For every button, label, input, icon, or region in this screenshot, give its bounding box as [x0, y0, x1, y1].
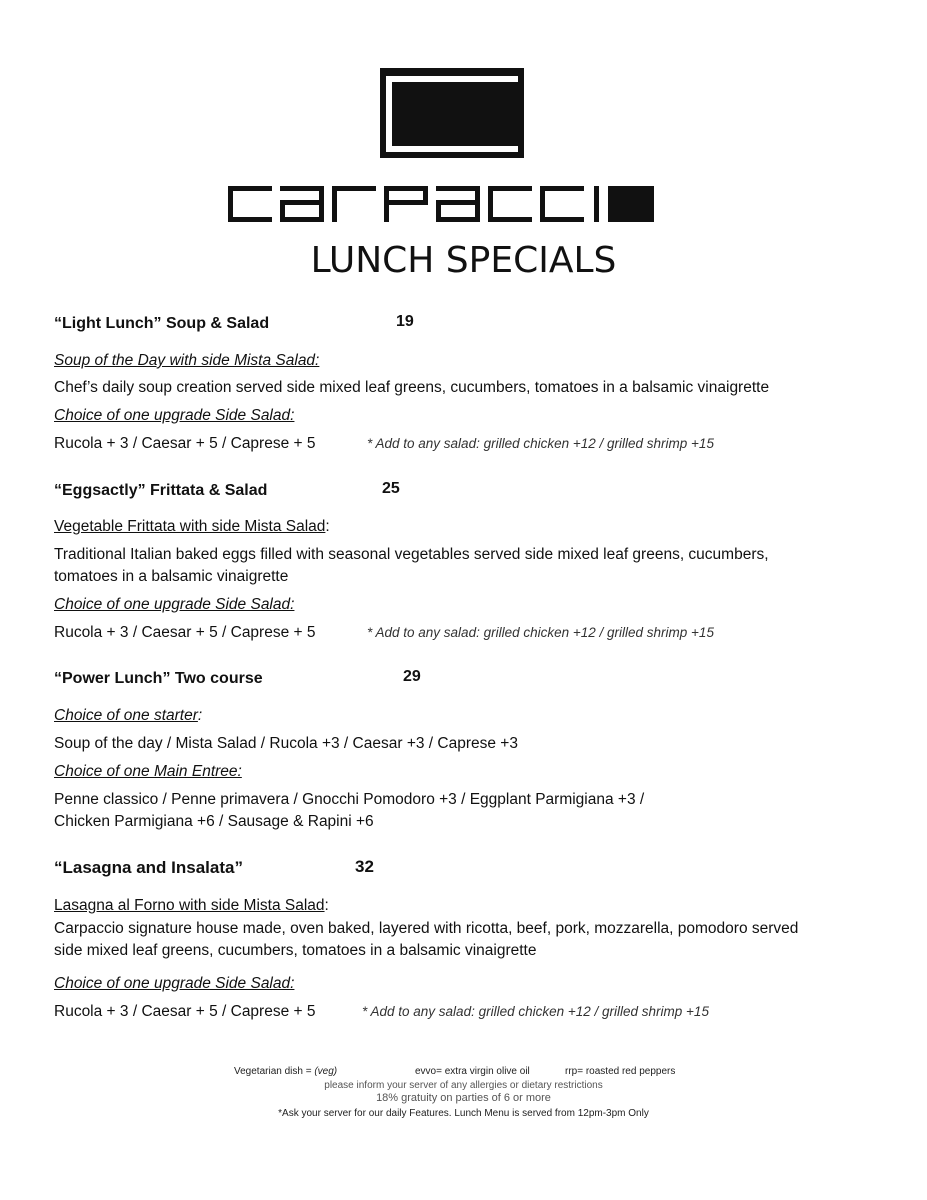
section-2-upgrade-subhead: Choice of one upgrade Side Salad: — [54, 596, 295, 613]
section-3-starters: Soup of the day / Mista Salad / Rucola +3 / Caesar +3 / Caprese +3 — [54, 735, 518, 752]
section-4-name: “Lasagna and Insalata” — [54, 858, 243, 877]
carpaccio-wordmark-logo — [228, 186, 678, 222]
section-1-description: Chef’s daily soup creation served side mixed leaf greens, cucumbers, tomatoes in a balsamic vinaigrette — [54, 379, 770, 396]
footer-features: *Ask your server for our daily Features. Lunch Menu is served from 12pm-3pm Only — [278, 1108, 649, 1119]
footer-veg-value: (veg) — [314, 1066, 338, 1077]
section-1-options: Rucola + 3 / Caesar + 5 / Caprese + 5 — [54, 435, 316, 452]
section-3-mains-line-2: Chicken Parmigiana +6 / Sausage & Rapini +6 — [54, 813, 374, 830]
section-4-price: 32 — [355, 857, 374, 876]
section-4-options: Rucola + 3 / Caesar + 5 / Caprese + 5 — [54, 1003, 316, 1020]
section-1-upgrade-subhead: Choice of one upgrade Side Salad: — [54, 407, 295, 424]
section-4-description-line-2: side mixed leaf greens, cucumbers, tomatoes in a balsamic vinaigrette — [54, 942, 537, 959]
section-3-name: “Power Lunch” Two course — [54, 670, 263, 687]
section-1-price: 19 — [396, 313, 414, 330]
section-2-subhead — [54, 516, 330, 538]
section-4-subhead-colon: : — [324, 897, 329, 914]
section-3-main-subhead: Choice of one Main Entree: — [54, 763, 242, 780]
section-1-addon: * Add to any salad: grilled chicken +12 / grilled shrimp +15 — [367, 436, 714, 451]
section-4-upgrade-subhead: Choice of one upgrade Side Salad: — [54, 975, 295, 992]
section-3-subhead-colon: : — [197, 707, 203, 724]
section-2-description-line-2: tomatoes in a balsamic vinaigrette — [54, 568, 289, 585]
page-title: LUNCH SPECIALS — [310, 240, 617, 281]
footer-veg-note — [234, 1066, 337, 1077]
section-3-mains-line-1: Penne classico / Penne primavera / Gnocchi Pomodoro +3 / Eggplant Parmigiana +3 / — [54, 791, 645, 808]
section-2-price: 25 — [382, 480, 400, 497]
section-4-addon: * Add to any salad: grilled chicken +12 / grilled shrimp +15 — [362, 1004, 709, 1019]
section-2-name: “Eggsactly” Frittata & Salad — [54, 482, 268, 499]
section-2-options: Rucola + 3 / Caesar + 5 / Caprese + 5 — [54, 624, 316, 641]
section-2-subhead-colon: : — [325, 518, 330, 535]
section-2-subhead-text: Vegetable Frittata with side Mista Salad — [54, 518, 326, 535]
section-4-description-line-1: Carpaccio signature house made, oven baked, layered with ricotta, beef, pork, mozzarella, pomodoro served — [54, 920, 799, 937]
section-4-subhead — [54, 895, 329, 917]
section-4-subhead-text: Lasagna al Forno with side Mista Salad — [54, 897, 325, 914]
section-3-price: 29 — [403, 668, 421, 685]
section-2-description-line-1: Traditional Italian baked eggs filled with seasonal vegetables served side mixed leaf greens, cucumbers, — [54, 546, 769, 563]
section-3-subhead-text: Choice of one starter — [54, 707, 198, 724]
footer-rrp-note: rrp= roasted red peppers — [565, 1066, 676, 1077]
footer-gratuity: 18% gratuity on parties of 6 or more — [376, 1092, 551, 1104]
section-3-subhead — [54, 705, 202, 727]
footer-evvo-note: evvo= extra virgin olive oil — [415, 1066, 530, 1077]
footer-allergies: please inform your server of any allergies or dietary restrictions — [324, 1080, 603, 1091]
section-1-name: “Light Lunch” Soup & Salad — [54, 315, 270, 332]
section-1-subhead: Soup of the Day with side Mista Salad: — [54, 352, 320, 369]
footer-veg-label: Vegetarian dish = — [234, 1066, 315, 1077]
carpaccio-square-logo-icon — [380, 68, 524, 158]
section-2-addon: * Add to any salad: grilled chicken +12 / grilled shrimp +15 — [367, 625, 714, 640]
